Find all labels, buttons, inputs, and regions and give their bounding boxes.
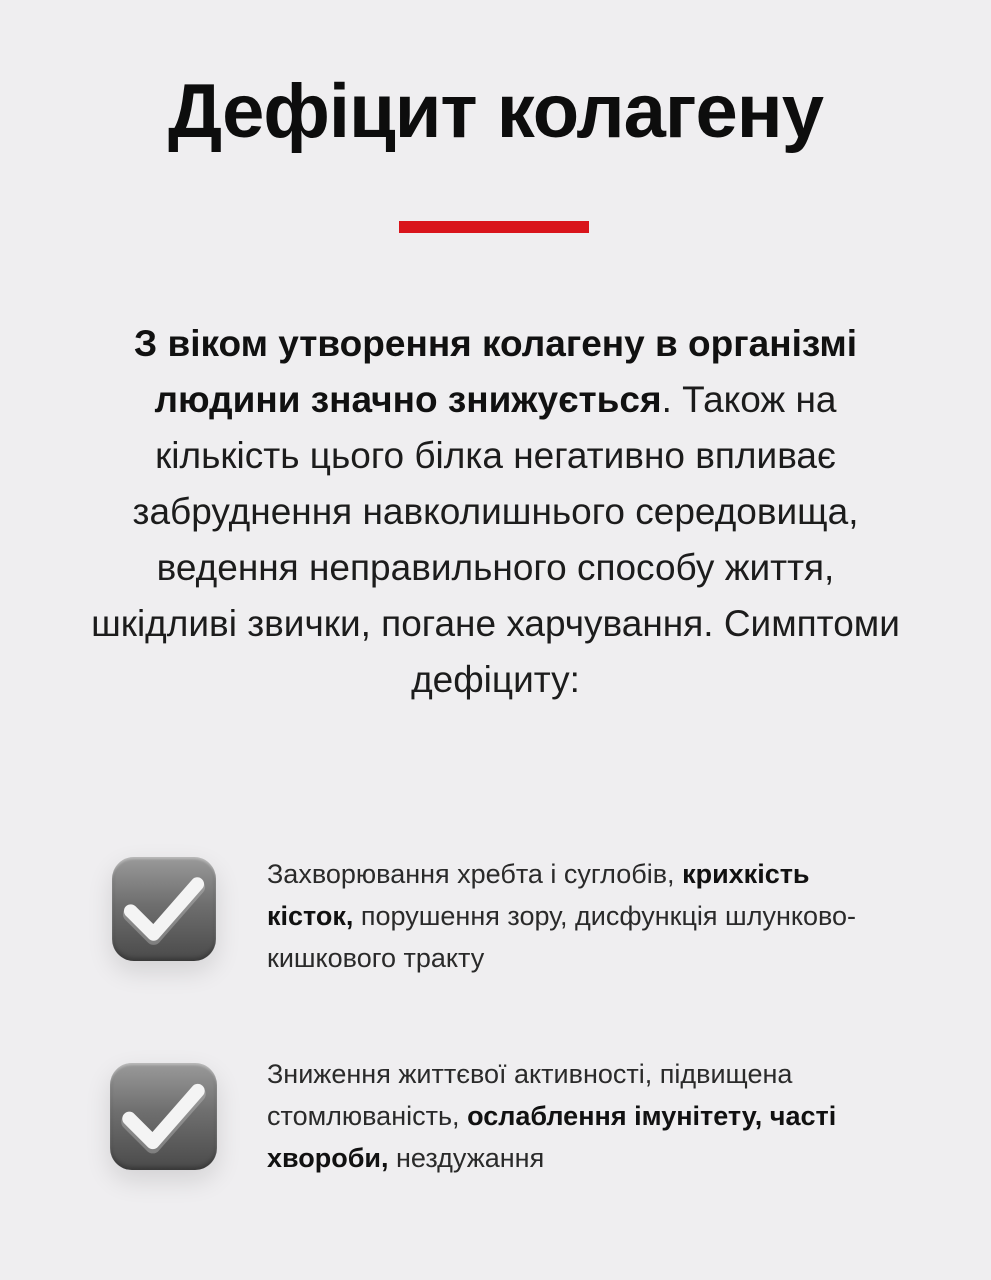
page-title: Дефіцит колагену [168,69,823,154]
intro-text: . Також на кількість цього білка негативно впливає забруднення навколишнього середовища, ведення неправильного способу життя, шкідливі звички, погане харчування. Симптоми дефіциту: [91,379,900,700]
checkmark-icon [112,857,216,961]
title-divider [399,221,589,233]
symptom-text [267,853,887,979]
symptom-text-part: Зниження життєвої активності, підвищена стомлюваність, [267,1059,793,1131]
symptom-text-bold: крихкість кісток, [267,859,810,931]
symptom-text-part: нездужання [388,1143,545,1173]
symptom-text-bold: ослаблення імунітету, часті хвороби, [267,1101,837,1173]
checkmark-icon [110,1063,217,1170]
intro-paragraph [90,316,901,708]
symptom-text-part: Захворювання хребта і суглобів, [267,859,683,889]
symptom-text-part: порушення зору, дисфункція шлунково-кишкового тракту [267,901,857,973]
intro-bold-text: З віком утворення колагену в організмі людини значно знижується [134,323,857,420]
symptom-text [267,1053,887,1179]
